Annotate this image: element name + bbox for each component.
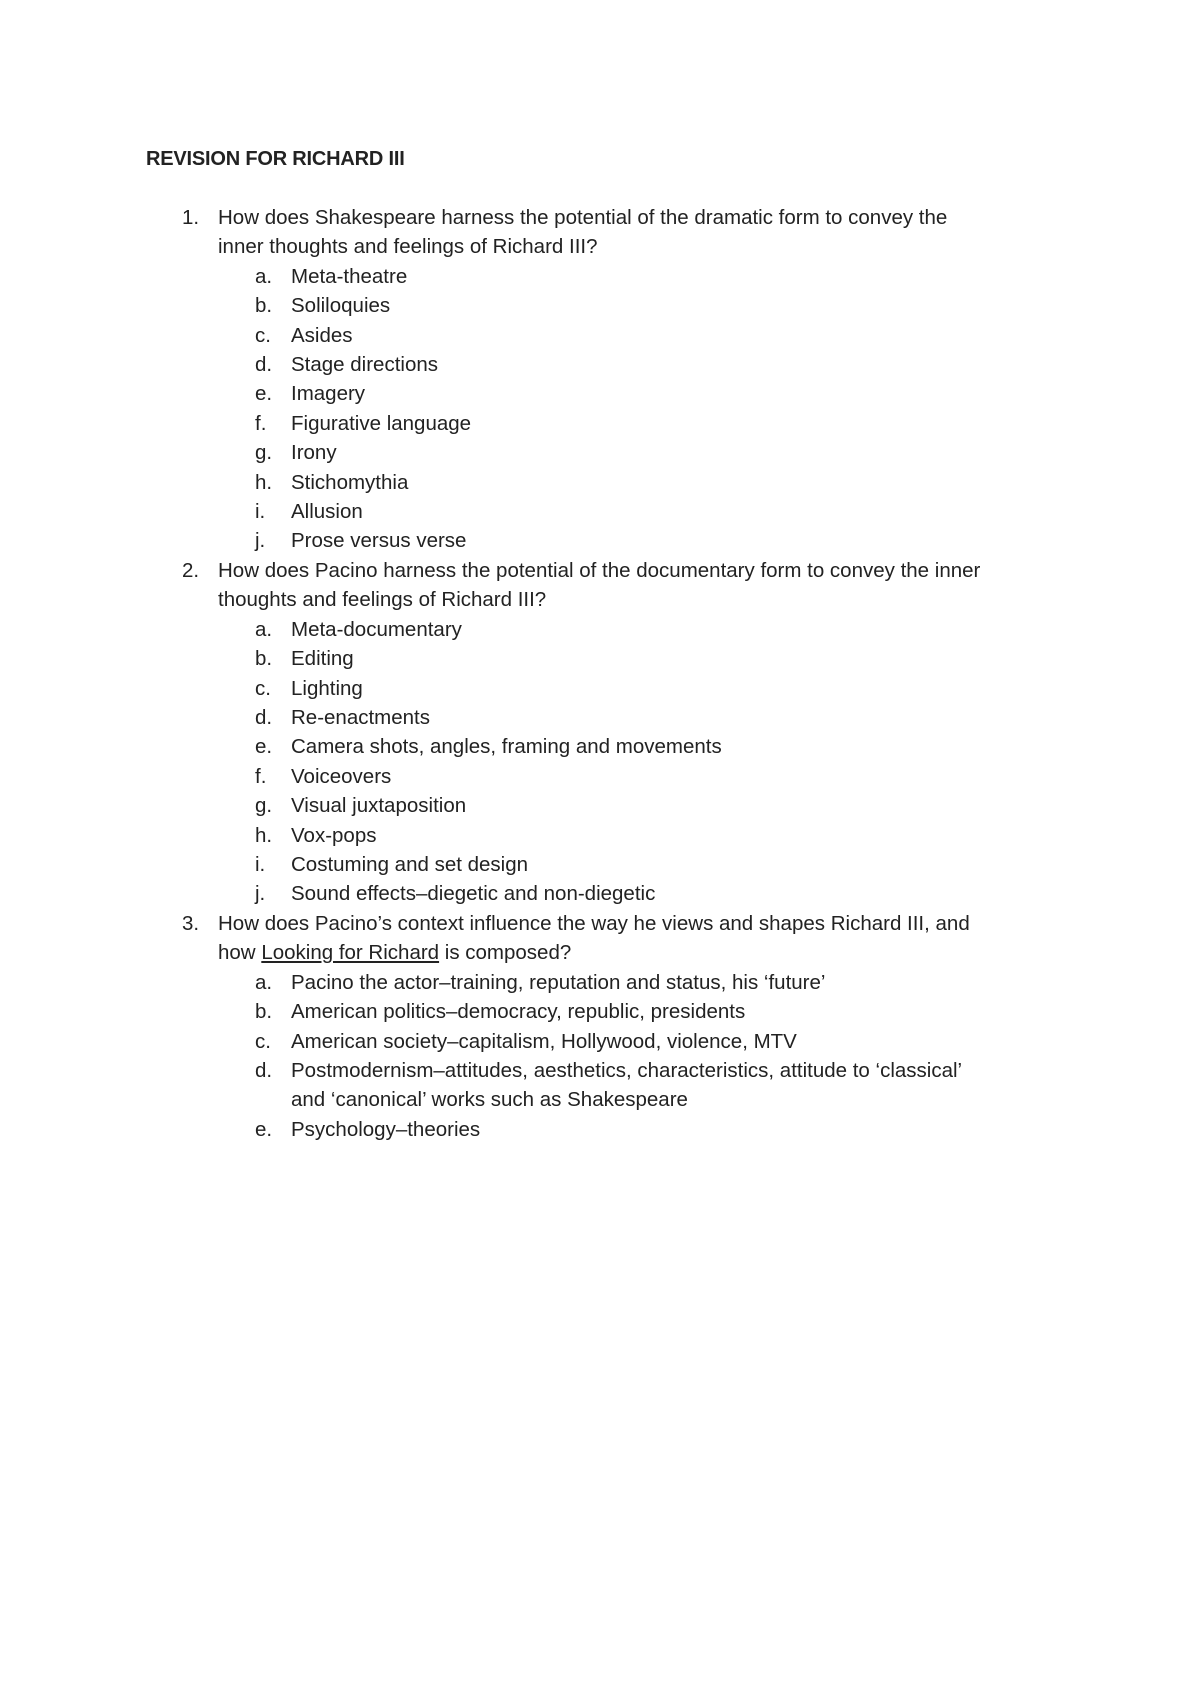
list-item-text: Stage directions [291,353,439,376]
list-item-letter: g. [255,441,273,465]
list-item-text: Costuming and set design [291,853,529,876]
list-item-text: Voiceovers [291,764,392,788]
question-number: 2. [182,559,200,582]
list-item-letter: f. [255,764,267,788]
question-text-line: How does Pacino’s context influence the way he views and shapes Richard III, and [218,912,970,935]
list-item-text: American politics–democracy, republic, presidents [291,1000,746,1024]
list-item-text: Prose versus verse [291,529,467,553]
list-item-letter: c. [255,323,271,347]
list-item-letter: b. [255,647,273,671]
list-item-letter: h. [255,823,273,847]
list-item-letter: a. [255,264,273,288]
question-text-line: inner thoughts and feelings of Richard III? [218,235,598,259]
list-item-text: Irony [291,441,337,465]
question-text-line: How does Shakespeare harness the potential of the dramatic form to convey the [218,206,948,229]
list-item-letter: d. [255,353,273,376]
list-item-text: American society–capitalism, Hollywood, violence, MTV [291,1029,797,1053]
list-item-text: Allusion [291,500,363,523]
question-number: 1. [182,206,200,229]
list-item-text: Meta-theatre [291,264,408,288]
list-item-letter: e. [255,1117,273,1141]
list-item-letter: b. [255,1000,273,1024]
list-item-text: Visual juxtaposition [291,794,467,818]
list-item-text: Stichomythia [291,470,409,494]
list-item-text: Asides [291,323,353,347]
list-item-letter: a. [255,617,273,641]
list-item-text: Lighting [291,676,363,700]
question-text-prefix: how [218,941,262,965]
list-item-text: Pacino the actor–training, reputation and status, his ‘future’ [291,970,826,994]
list-item-text: Vox-pops [291,823,377,847]
list-item-text: Postmodernism–attitudes, aesthetics, characteristics, attitude to ‘classical’ [291,1059,963,1082]
question-text-line: How does Pacino harness the potential of the documentary form to convey the inner [218,559,981,582]
list-item-letter: h. [255,470,273,494]
list-item-text: Sound effects–diegetic and non-diegetic [291,882,656,906]
list-item-letter: e. [255,382,273,406]
list-item-letter: a. [255,970,273,994]
list-item-letter: i. [255,853,266,876]
list-item-letter: c. [255,676,271,700]
list-item-letter: b. [255,294,273,318]
list-item-text: Camera shots, angles, framing and movements [291,735,722,759]
list-item-letter: j. [255,882,266,906]
question-text-line [218,938,1078,967]
list-item-letter: i. [255,500,266,523]
list-item-text: Figurative language [291,411,472,435]
list-item-text: Editing [291,647,354,671]
list-item-text: Imagery [291,382,366,406]
list-item-letter: g. [255,794,273,818]
question-text-suffix: is composed? [439,941,572,965]
list-item-letter: d. [255,1059,273,1082]
document-title: REVISION FOR RICHARD III [146,148,405,170]
list-item-letter: e. [255,735,273,759]
list-item-text-continued: and ‘canonical’ works such as Shakespeare [291,1088,688,1112]
film-title-underlined: Looking for Richard [261,941,440,965]
question-number: 3. [182,912,200,935]
list-item-text: Re-enactments [291,706,431,729]
list-item-letter: d. [255,706,273,729]
list-item-text: Meta-documentary [291,617,462,641]
question-text-line: thoughts and feelings of Richard III? [218,588,547,612]
list-item-letter: f. [255,411,267,435]
list-item-letter: j. [255,529,266,553]
list-item-text: Soliloquies [291,294,391,318]
list-item-text: Psychology–theories [291,1117,481,1141]
list-item-letter: c. [255,1029,271,1053]
